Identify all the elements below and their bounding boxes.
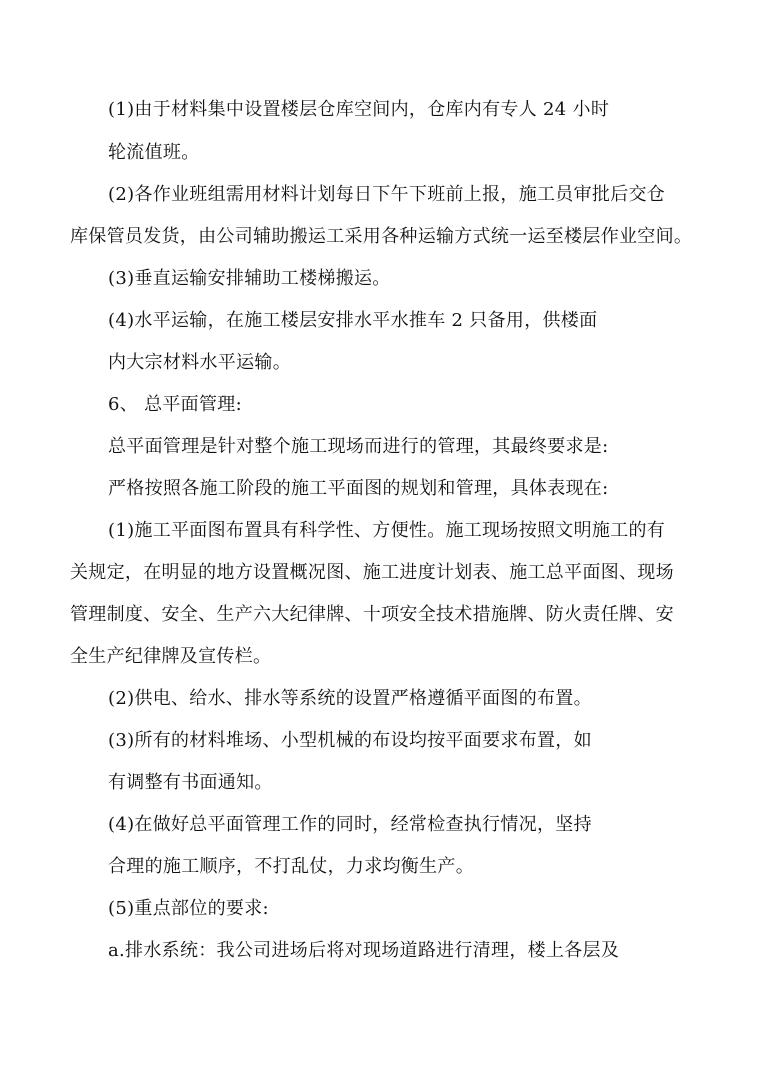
paragraph-line-15: (2)供电、给水、排水等系统的设置严格遵循平面图的布置。 xyxy=(108,688,592,709)
section-heading: 6、 总平面管理: xyxy=(108,394,242,415)
paragraph-line-12: 关规定，在明显的地方设置概况图、施工进度计划表、施工总平面图、现场 xyxy=(70,562,674,583)
paragraph-line-14: 全生产纪律牌及宣传栏。 xyxy=(70,646,272,667)
paragraph-line-1: (1)由于材料集中设置楼层仓库空间内，仓库内有专人 24 小时 xyxy=(108,99,610,120)
paragraph-line-7: 内大宗材料水平运输。 xyxy=(108,352,291,373)
paragraph-line-3: (2)各作业班组需用材料计划每日下午下班前上报，施工员审批后交仓 xyxy=(108,184,666,205)
paragraph-line-5: (3)垂直运输安排辅助工楼梯搬运。 xyxy=(108,268,391,289)
paragraph-line-17: 有调整有书面通知。 xyxy=(108,772,273,793)
paragraph-line-21: a.排水系统：我公司进场后将对现场道路进行清理，楼上各层及 xyxy=(108,940,620,961)
paragraph-line-18: (4)在做好总平面管理工作的同时，经常检查执行情况，坚持 xyxy=(108,814,592,835)
paragraph-line-9: 总平面管理是针对整个施工现场而进行的管理，其最终要求是: xyxy=(108,436,609,457)
paragraph-line-11: (1)施工平面图布置具有科学性、方便性。施工现场按照文明施工的有 xyxy=(108,520,666,541)
paragraph-line-2: 轮流值班。 xyxy=(108,142,200,163)
paragraph-line-20: (5)重点部位的要求: xyxy=(108,898,269,919)
paragraph-line-6: (4)水平运输，在施工楼层安排水平水推车 2 只备用，供楼面 xyxy=(108,310,598,331)
paragraph-line-16: (3)所有的材料堆场、小型机械的布设均按平面要求布置，如 xyxy=(108,730,592,751)
paragraph-line-13: 管理制度、安全、生产六大纪律牌、十项安全技术措施牌、防火责任牌、安 xyxy=(70,604,674,625)
paragraph-line-4: 库保管员发货，由公司辅助搬运工采用各种运输方式统一运至楼层作业空间。 xyxy=(70,226,693,247)
paragraph-line-10: 严格按照各施工阶段的施工平面图的规划和管理，具体表现在: xyxy=(108,478,609,499)
paragraph-line-19: 合理的施工顺序，不打乱仗，力求均衡生产。 xyxy=(108,856,474,877)
